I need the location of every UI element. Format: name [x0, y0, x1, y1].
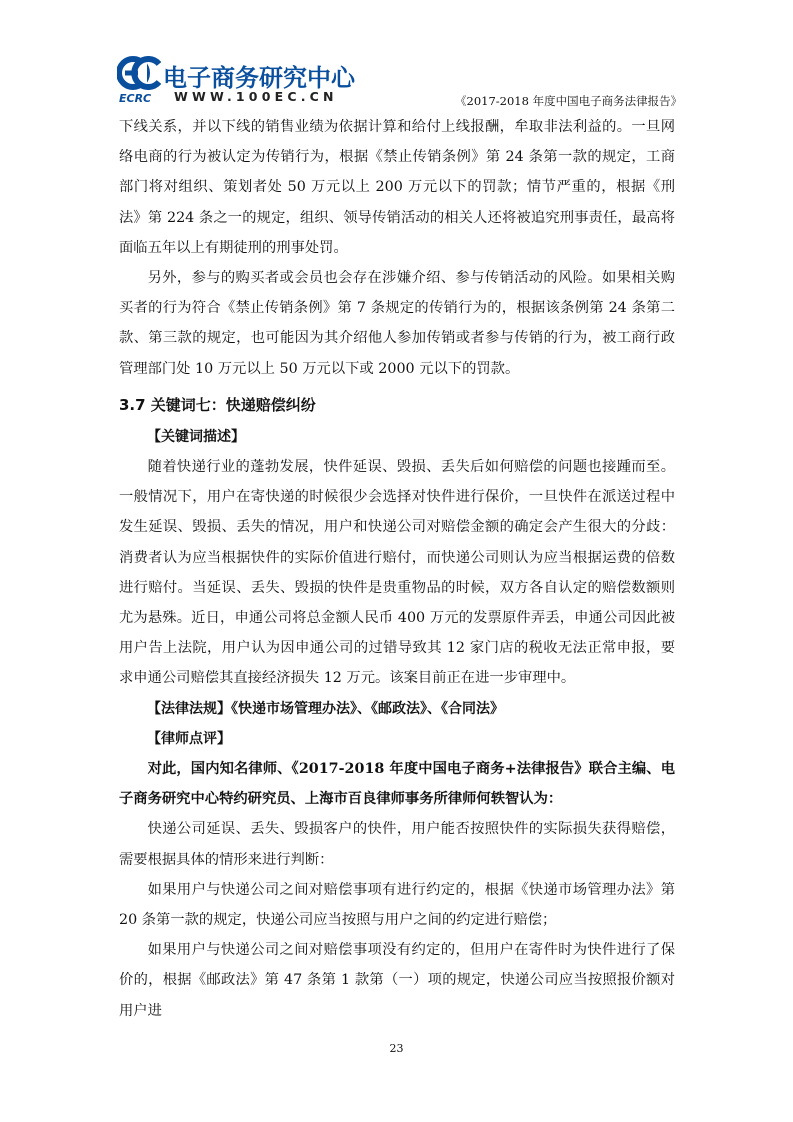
logo-url: WWW.100EC.CN: [174, 89, 338, 104]
document-body: [119, 112, 675, 1026]
paragraph-6: 如果用户与快递公司之间对赔偿事项有进行约定的，根据《快递市场管理办法》第 20 条第一款的规定，快递公司应当按照与用户之间的约定进行赔偿；: [119, 881, 675, 929]
paragraph-5: 快递公司延误、丢失、毁损客户的快件，用户能否按照快件的实际损失获得赔偿，需要根据具体的情形来进行判断：: [119, 821, 675, 868]
paragraph-7: 如果用户与快递公司之间对赔偿事项没有约定的，但用户在寄件时为快件进行了保价的，根据《邮政法》第 47 条第 1 款第（一）项的规定，快递公司应当按照报价额对用户进: [119, 942, 675, 1019]
logo-abbreviation: ECRC: [119, 92, 152, 105]
page-number: 23: [389, 1042, 404, 1055]
paragraph-3: 随着快递行业的蓬勃发展，快件延误、毁损、丢失后如何赔偿的问题也接踵而至。一般情况下，用户在寄快递的时候很少会选择对快件进行保价，一旦快件在派送过程中发生延误、毁损、丢失的情况，用户和快递公司对赔偿金额的确定会产生很大的分歧：消费者认为应当根据快件的实际价值进行赔付，而快递公司则认为应当根据运费的倍数进行赔付。当延误、丢失、毁损的快件是贵重物品的时候，双方各自认定的赔偿数额则尤为悬殊。近日，申通公司将总金额人民币 400 万元的发票原件弄丢，申通公司因此被用户告上法院，用户认为因申通公司的过错导致其 12 家门店的税收无法正常申报，要求申通公司赔偿其直接经济损失 12 万元。该案目前正在进一步审理中。: [119, 459, 675, 687]
lawyer-comment-tag: 【律师点评】: [147, 730, 231, 747]
laws-regulations-tag: 【法律法规】《快递市场管理办法》、《邮政法》、《合同法》: [147, 700, 504, 717]
page-header: [0, 0, 793, 115]
report-title: 《2017-2018 年度中国电子商务法律报告》: [455, 94, 683, 108]
keyword-description-tag: 【关键词描述】: [147, 428, 245, 445]
paragraph-1: 下线关系，并以下线的销售业绩为依据计算和给付上线报酬，牟取非法利益的。一旦网络电商的行为被认定为传销行为，根据《禁止传销条例》第 24 条第一款的规定，工商部门将对组织、策划者处 50 万元以上 200 万元以下的罚款；情节严重的，根据《刑法》第 224 条之一的规定，组织、领导传销活动的相关人还将被追究刑事责任，最高将面临五年以上有期徒刑的刑事处罚。: [119, 119, 675, 256]
section-heading: 3.7 关键词七：快递赔偿纠纷: [119, 395, 316, 414]
logo-title: 电子商务研究中心: [163, 64, 355, 92]
paragraph-2: 另外，参与的购买者或会员也会存在涉嫌介绍、参与传销活动的风险。如果相关购买者的行为符合《禁止传销条例》第 7 条规定的传销行为的，根据该条例第 24 条第二款、第三款的规定，也可能因为其介绍他人参加传销或者参与传销的行为，被工商行政管理部门处 10 万元以上 50 万元以下或 2000 元以下的罚款。: [119, 270, 675, 377]
paragraph-4: 对此，国内知名律师、《2017-2018 年度中国电子商务+法律报告》联合主编、电子商务研究中心特约研究员、上海市百良律师事务所律师何轶智认为：: [119, 761, 675, 808]
ecrc-logo: [117, 56, 357, 106]
ec-logo-icon: [117, 56, 161, 90]
